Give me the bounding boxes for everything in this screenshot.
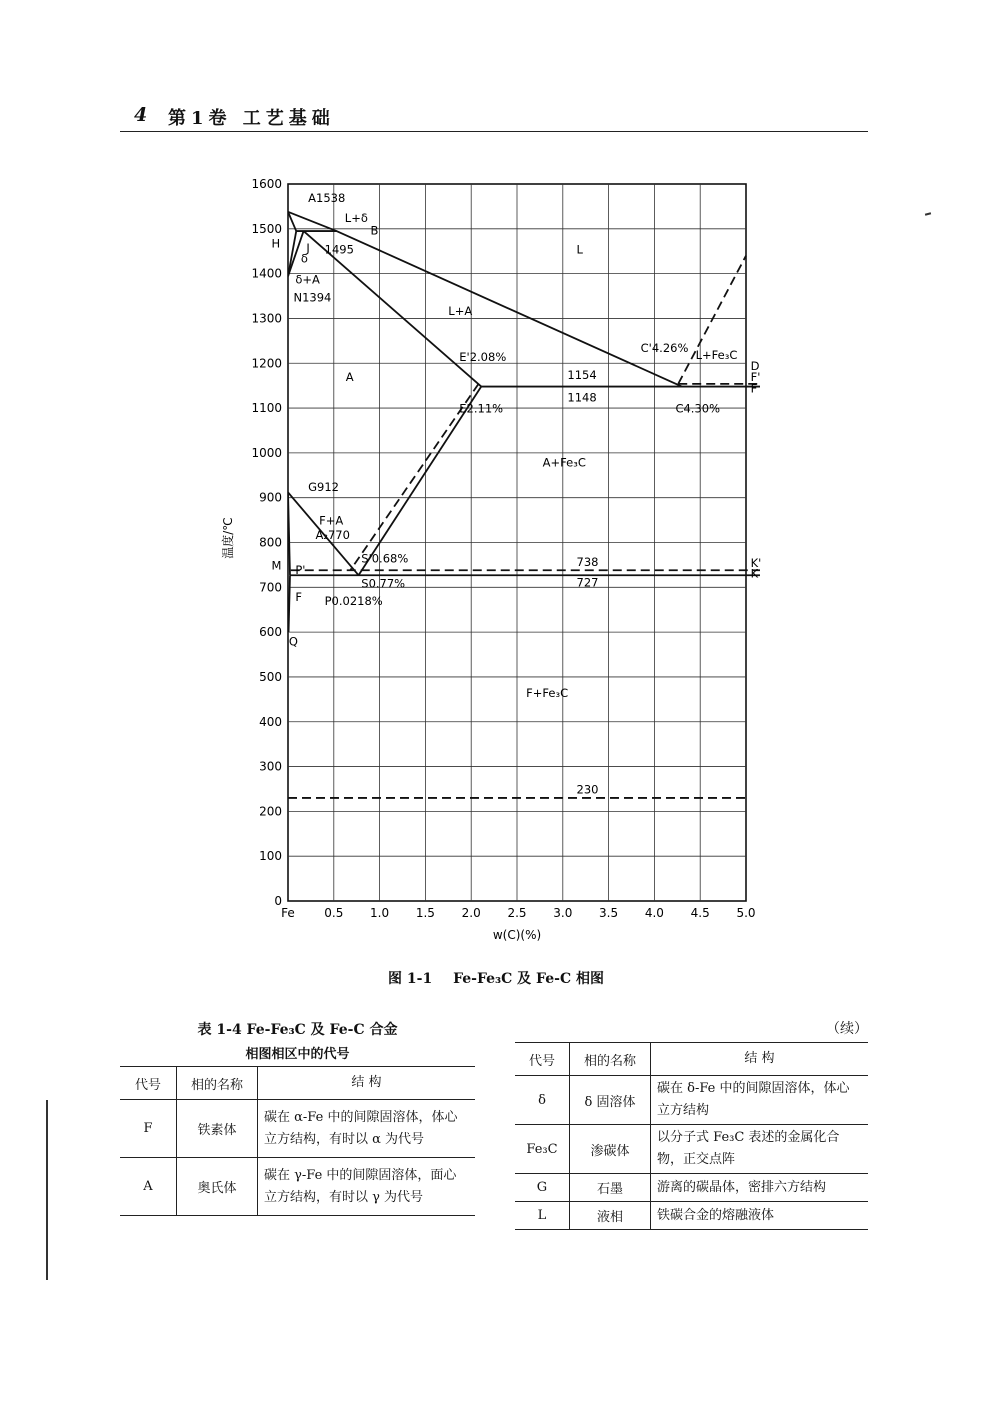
y-tick-label: 1300 bbox=[251, 311, 282, 326]
diagram-label: C'4.26% bbox=[640, 341, 689, 356]
diagram-label: 738 bbox=[576, 554, 599, 569]
y-axis-label: 温度/℃ bbox=[221, 517, 235, 559]
page-header bbox=[120, 100, 868, 132]
diagram-label: S0.77% bbox=[361, 576, 406, 591]
x-tick-label: Fe bbox=[281, 906, 295, 920]
col-phase-name: 相的名称 bbox=[177, 1067, 258, 1100]
table1-caption bbox=[120, 1019, 475, 1062]
x-tick-label: 5.0 bbox=[736, 906, 756, 920]
diagram-label: F bbox=[750, 381, 758, 396]
col-structure: 结 构 bbox=[651, 1043, 869, 1076]
phase-name-cell: 铁素体 bbox=[177, 1100, 258, 1158]
y-tick-label: 700 bbox=[259, 580, 282, 595]
diagram-label: A₂770 bbox=[315, 527, 350, 542]
chart-ticks bbox=[251, 177, 755, 920]
x-tick-label: 2.5 bbox=[507, 906, 527, 920]
diagram-label: L+A bbox=[448, 303, 473, 318]
y-tick-label: 1600 bbox=[251, 177, 282, 191]
y-tick-label: 600 bbox=[259, 625, 282, 640]
diagram-label: S'0.68% bbox=[361, 551, 409, 566]
continued-label: （续） bbox=[826, 1021, 868, 1037]
table1 bbox=[120, 1066, 475, 1216]
y-tick-label: 500 bbox=[259, 669, 282, 684]
code-cell: A bbox=[120, 1158, 177, 1216]
diagram-label: G912 bbox=[308, 479, 340, 494]
diagram-label: 727 bbox=[576, 575, 599, 590]
header-rule bbox=[120, 131, 868, 132]
dashed-phase-line bbox=[678, 256, 746, 384]
col-code: 代号 bbox=[515, 1043, 570, 1076]
diagram-label: P0.0218% bbox=[324, 594, 383, 609]
phase-name-cell: 渗碳体 bbox=[570, 1125, 651, 1174]
table-row bbox=[515, 1125, 868, 1174]
y-tick-label: 1400 bbox=[251, 266, 282, 281]
running-title: 第1卷 工艺基础 bbox=[168, 108, 335, 129]
code-cell: G bbox=[515, 1174, 570, 1202]
diagram-label: Q bbox=[288, 634, 298, 649]
code-cell: F bbox=[120, 1100, 177, 1158]
col-phase-name: 相的名称 bbox=[570, 1043, 651, 1076]
x-tick-label: 1.0 bbox=[370, 906, 390, 920]
table-header-row bbox=[515, 1043, 868, 1076]
y-tick-label: 900 bbox=[259, 490, 282, 505]
y-tick-label: 100 bbox=[259, 849, 282, 864]
diagram-label: 1148 bbox=[567, 390, 597, 405]
diagram-label: C4.30% bbox=[675, 401, 721, 416]
figure-caption bbox=[0, 968, 992, 988]
diagram-label: 1495 bbox=[324, 242, 354, 257]
diagram-label: N1394 bbox=[293, 290, 332, 305]
y-tick-label: 300 bbox=[259, 759, 282, 774]
col-code: 代号 bbox=[120, 1067, 177, 1100]
col-structure: 结 构 bbox=[258, 1067, 476, 1100]
x-tick-label: 2.0 bbox=[461, 906, 481, 920]
y-tick-label: 800 bbox=[259, 535, 282, 550]
diagram-label: A1538 bbox=[308, 190, 346, 205]
table2 bbox=[515, 1042, 868, 1230]
x-axis-label: w(C)(%) bbox=[492, 928, 542, 942]
diagram-label: K bbox=[750, 566, 759, 581]
phase-name-cell: 奥氏体 bbox=[177, 1158, 258, 1216]
diagram-label: F+A bbox=[319, 513, 344, 528]
x-tick-label: 1.5 bbox=[415, 906, 435, 920]
table-row bbox=[515, 1174, 868, 1202]
structure-cell: 碳在 α-Fe 中的间隙固溶体，体心立方结构，有时以 α 为代号 bbox=[258, 1100, 476, 1158]
table-row bbox=[120, 1100, 475, 1158]
diagram-label: 1154 bbox=[567, 367, 597, 382]
x-tick-label: 4.5 bbox=[690, 906, 710, 920]
diagram-label: F' bbox=[750, 370, 761, 385]
code-cell: Fe₃C bbox=[515, 1125, 570, 1174]
stray-mark bbox=[925, 212, 931, 215]
fe-c-phase-diagram bbox=[220, 170, 780, 950]
diagram-label: L+Fe₃C bbox=[695, 347, 738, 362]
table1-caption-line2: 相图相区中的代号 bbox=[245, 1047, 350, 1062]
margin-line bbox=[46, 1100, 48, 1280]
diagram-label: E'2.08% bbox=[459, 350, 507, 365]
diagram-label: F+Fe₃C bbox=[526, 686, 569, 701]
code-cell: δ bbox=[515, 1076, 570, 1125]
structure-cell: 碳在 γ-Fe 中的间隙固溶体，面心立方结构，有时以 γ 为代号 bbox=[258, 1158, 476, 1216]
figure-number: 图 1-1 bbox=[388, 971, 433, 987]
structure-cell: 游离的碳晶体，密排六方结构 bbox=[651, 1174, 869, 1202]
y-tick-label: 1000 bbox=[251, 445, 282, 460]
diagram-label: K' bbox=[750, 556, 762, 571]
x-tick-label: 4.0 bbox=[644, 906, 664, 920]
table-row bbox=[515, 1076, 868, 1125]
phase-name-cell: 液相 bbox=[570, 1202, 651, 1230]
phase-name-cell: 石墨 bbox=[570, 1174, 651, 1202]
diagram-label: F bbox=[295, 589, 302, 604]
diagram-label: L+δ bbox=[344, 211, 368, 226]
structure-cell: 碳在 δ-Fe 中的间隙固溶体，体心立方结构 bbox=[651, 1076, 869, 1125]
x-tick-label: 3.5 bbox=[599, 906, 619, 920]
structure-cell: 以分子式 Fe₃C 表述的金属化合物，正交点阵 bbox=[651, 1125, 869, 1174]
table-header-row bbox=[120, 1067, 475, 1100]
y-tick-label: 1100 bbox=[251, 401, 282, 416]
chart-annotations bbox=[272, 191, 762, 797]
x-tick-label: 3.0 bbox=[553, 906, 573, 920]
phase-name-cell: δ 固溶体 bbox=[570, 1076, 651, 1125]
y-tick-label: 400 bbox=[259, 714, 282, 729]
diagram-label: L bbox=[576, 242, 583, 257]
y-tick-label: 1200 bbox=[251, 356, 282, 371]
diagram-label: δ+A bbox=[295, 272, 320, 287]
code-cell: L bbox=[515, 1202, 570, 1230]
y-tick-label: 200 bbox=[259, 804, 282, 819]
diagram-label: A bbox=[345, 370, 354, 385]
chart-grid bbox=[288, 184, 746, 901]
structure-cell: 铁碳合金的熔融液体 bbox=[651, 1202, 869, 1230]
diagram-label: D bbox=[750, 358, 760, 373]
table-row bbox=[515, 1202, 868, 1230]
figure-title: Fe-Fe₃C 及 Fe-C 相图 bbox=[453, 971, 604, 987]
chart-series bbox=[288, 212, 780, 798]
diagram-label: P' bbox=[295, 562, 306, 577]
table-row bbox=[120, 1158, 475, 1216]
y-tick-label: 1500 bbox=[251, 221, 282, 236]
page-number: 4 bbox=[134, 104, 148, 126]
diagram-label: δ bbox=[300, 251, 308, 266]
diagram-label: A+Fe₃C bbox=[542, 455, 586, 470]
diagram-label: 230 bbox=[576, 782, 599, 797]
y-tick-label: 0 bbox=[274, 894, 282, 908]
table1-caption-line1: 表 1-4 Fe-Fe₃C 及 Fe-C 合金 bbox=[197, 1022, 398, 1038]
diagram-label: E2.11% bbox=[459, 401, 504, 416]
x-tick-label: 0.5 bbox=[324, 906, 344, 920]
diagram-label: J bbox=[306, 241, 310, 256]
diagram-label: M bbox=[271, 558, 282, 573]
diagram-label: B bbox=[370, 223, 379, 238]
diagram-label: H bbox=[271, 236, 281, 251]
